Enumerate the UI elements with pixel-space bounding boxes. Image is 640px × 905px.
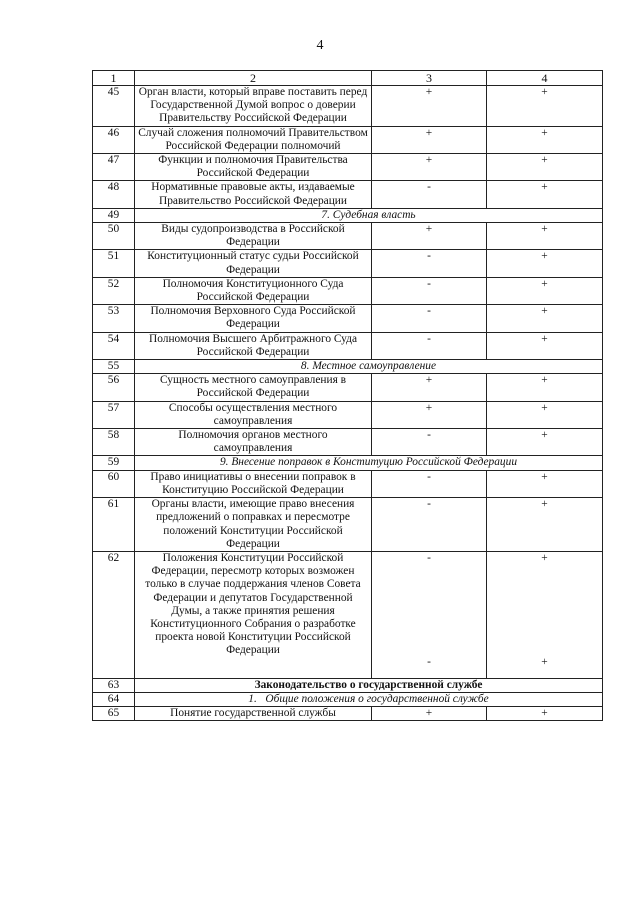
row-number: 57: [93, 401, 135, 428]
row-number: 47: [93, 154, 135, 181]
row-text: Функции и полномочия Правительства Российской Федерации: [135, 154, 372, 181]
row-text: Полномочия органов местного самоуправления: [135, 429, 372, 456]
row-number: 65: [93, 706, 135, 720]
table-row: [93, 181, 603, 208]
mark-col4: +: [487, 401, 603, 428]
mark-col4: +: [487, 250, 603, 277]
mark-col3: -: [372, 277, 487, 304]
row-number: 55: [93, 360, 135, 374]
row-text: Полномочия Конституционного Суда Российской Федерации: [135, 277, 372, 304]
table-row: [93, 332, 603, 359]
table-row: [93, 551, 603, 678]
header-cell: 3: [372, 71, 487, 86]
row-number: 62: [93, 551, 135, 678]
mark-col3: +: [372, 401, 487, 428]
mark-col3: +: [372, 86, 487, 127]
mark-col3: +: [372, 154, 487, 181]
row-text: Полномочия Высшего Арбитражного Суда Российской Федерации: [135, 332, 372, 359]
row-number: 53: [93, 305, 135, 332]
section-row: [93, 208, 603, 222]
row-number: 60: [93, 470, 135, 497]
table-row: [93, 305, 603, 332]
row-text: Орган власти, который вправе поставить перед Государственной Думой вопрос о доверии Правительству Российской Федерации: [135, 86, 372, 127]
mark-col3: +: [372, 223, 487, 250]
row-text: Понятие государственной службы: [135, 706, 372, 720]
row-text: Нормативные правовые акты, издаваемые Правительство Российской Федерации: [135, 181, 372, 208]
row-number: 49: [93, 208, 135, 222]
section-heading: Законодательство о государственной службе: [135, 678, 603, 692]
row-number: 64: [93, 692, 135, 706]
mark-col4: +: [487, 498, 603, 552]
mark-col4: +: [487, 374, 603, 401]
mark-col4-bottom: +: [541, 655, 548, 668]
row-number: 59: [93, 456, 135, 470]
mark-col3: +: [372, 706, 487, 720]
header-cell: 4: [487, 71, 603, 86]
table-row: [93, 126, 603, 153]
mark-col3: +: [372, 374, 487, 401]
section-title: 7. Судебная власть: [135, 208, 603, 222]
table-row: [93, 470, 603, 497]
row-text: Полномочия Верховного Суда Российской Федерации: [135, 305, 372, 332]
table-header-row: [93, 71, 603, 86]
table-row: [93, 706, 603, 720]
mark-col4: +: [487, 86, 603, 127]
mark-col4-top: +: [541, 551, 548, 564]
mark-col3: -: [372, 429, 487, 456]
row-text: Случай сложения полномочий Правительством Российской Федерации полномочий: [135, 126, 372, 153]
mark-col4: +: [487, 126, 603, 153]
table-row: [93, 223, 603, 250]
mark-col3: -: [372, 332, 487, 359]
mark-col4: +: [487, 181, 603, 208]
row-text: Виды судопроизводства в Российской Федерации: [135, 223, 372, 250]
heading-row: [93, 678, 603, 692]
table-row: [93, 250, 603, 277]
table-row: [93, 429, 603, 456]
row-number: 54: [93, 332, 135, 359]
table-row: [93, 277, 603, 304]
section-title: 8. Местное самоуправление: [135, 360, 603, 374]
header-cell: 2: [135, 71, 372, 86]
mark-col4: +: [487, 277, 603, 304]
mark-col3: -: [372, 250, 487, 277]
table-row: [93, 374, 603, 401]
row-text: Конституционный статус судьи Российской Федерации: [135, 250, 372, 277]
mark-col4: +: [487, 470, 603, 497]
table-row: [93, 86, 603, 127]
row-number: 50: [93, 223, 135, 250]
mark-col4: +: [487, 154, 603, 181]
mark-col3: -: [372, 181, 487, 208]
row-text: Органы власти, имеющие право внесения предложений о поправках и пересмотре положений Конституции Российской Федерации: [135, 498, 372, 552]
mark-col3: +: [372, 126, 487, 153]
mark-col3: -: [372, 498, 487, 552]
mark-col3-bottom: -: [427, 655, 431, 668]
section-title: 1. Общие положения о государственной службе: [135, 692, 603, 706]
row-text: Положения Конституции Российской Федерации, пересмотр которых возможен только в случае поддержания членов Совета Федерации и депутатов Государственной Думы, а также принятия решения Конституционного Собрания о разработке проекта новой Конституции Российской Федерации: [135, 551, 372, 678]
mark-col4: +: [487, 305, 603, 332]
row-text: Право инициативы о внесении поправок в Конституцию Российской Федерации: [135, 470, 372, 497]
row-number: 46: [93, 126, 135, 153]
mark-col4: +: [487, 223, 603, 250]
document-table: [92, 70, 603, 721]
row-text: Сущность местного самоуправления в Российской Федерации: [135, 374, 372, 401]
row-number: 63: [93, 678, 135, 692]
mark-col4-cell: [487, 551, 603, 678]
row-number: 61: [93, 498, 135, 552]
row-number: 48: [93, 181, 135, 208]
table-row: [93, 498, 603, 552]
table-row: [93, 154, 603, 181]
page-number: 4: [316, 38, 324, 53]
mark-col3: -: [372, 470, 487, 497]
table-row: [93, 401, 603, 428]
row-number: 58: [93, 429, 135, 456]
section-row: [93, 456, 603, 470]
row-number: 51: [93, 250, 135, 277]
mark-col4: +: [487, 706, 603, 720]
mark-col3: -: [372, 305, 487, 332]
mark-col4: +: [487, 429, 603, 456]
row-number: 56: [93, 374, 135, 401]
mark-col3-top: -: [427, 551, 431, 564]
mark-col4: +: [487, 332, 603, 359]
section-row: [93, 360, 603, 374]
section-row: [93, 692, 603, 706]
row-text: Способы осуществления местного самоуправления: [135, 401, 372, 428]
header-cell: 1: [93, 71, 135, 86]
row-number: 52: [93, 277, 135, 304]
mark-col3-cell: [372, 551, 487, 678]
section-title: 9. Внесение поправок в Конституцию Российской Федерации: [135, 456, 603, 470]
row-number: 45: [93, 86, 135, 127]
